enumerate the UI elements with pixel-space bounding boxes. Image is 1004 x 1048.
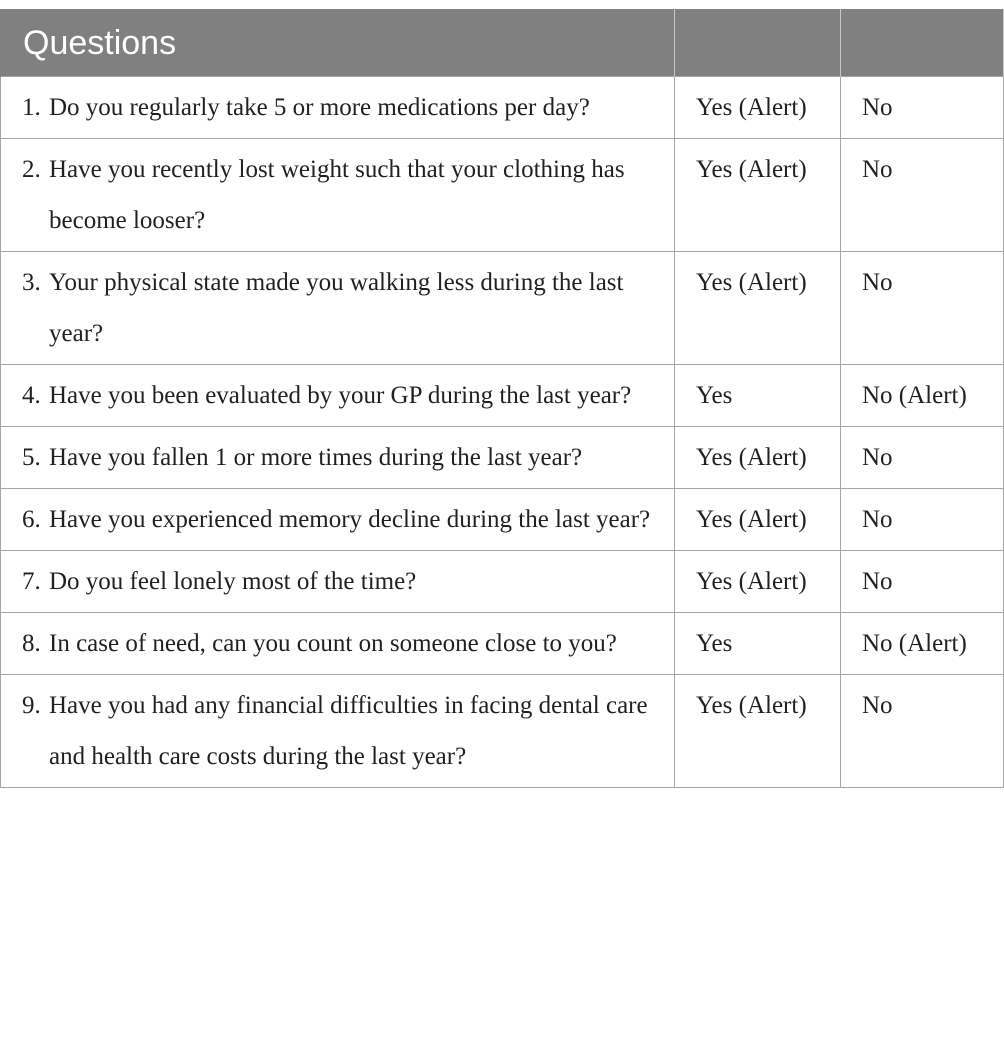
- question-text: Your physical state made you walking less during the last year?: [49, 269, 624, 347]
- no-option-cell: No: [841, 252, 1004, 365]
- yes-option-cell: Yes (Alert): [675, 427, 841, 489]
- yes-option-cell: Yes (Alert): [675, 77, 841, 139]
- question-text: Have you recently lost weight such that your clothing has become looser?: [49, 156, 625, 234]
- no-option-cell: No: [841, 427, 1004, 489]
- yes-option-cell: Yes: [675, 365, 841, 427]
- no-option-cell: No: [841, 551, 1004, 613]
- question-text: Have you experienced memory decline during the last year?: [49, 506, 651, 533]
- yes-option-cell: Yes (Alert): [675, 252, 841, 365]
- question-number: 2.: [22, 156, 41, 183]
- question-cell: [1, 427, 675, 489]
- header-questions: Questions: [1, 10, 675, 77]
- question-text: Do you regularly take 5 or more medications per day?: [49, 94, 590, 121]
- table-row: [1, 675, 1004, 788]
- yes-option-cell: Yes (Alert): [675, 551, 841, 613]
- header-row: [1, 10, 1004, 77]
- table-row: [1, 489, 1004, 551]
- questionnaire-table: [0, 9, 1004, 788]
- no-option-cell: No: [841, 139, 1004, 252]
- question-text: Have you been evaluated by your GP during the last year?: [49, 382, 632, 409]
- yes-option-cell: Yes (Alert): [675, 675, 841, 788]
- question-number: 3.: [22, 269, 41, 296]
- no-option-cell: No (Alert): [841, 365, 1004, 427]
- question-cell: [1, 613, 675, 675]
- question-number: 6.: [22, 506, 41, 533]
- no-option-cell: No (Alert): [841, 613, 1004, 675]
- table-row: [1, 551, 1004, 613]
- question-number: 7.: [22, 568, 41, 595]
- table-row: [1, 427, 1004, 489]
- table-row: [1, 252, 1004, 365]
- no-option-cell: No: [841, 77, 1004, 139]
- question-cell: [1, 365, 675, 427]
- question-cell: [1, 252, 675, 365]
- question-text: Have you fallen 1 or more times during the last year?: [49, 444, 583, 471]
- table-header: [1, 10, 1004, 77]
- yes-option-cell: Yes: [675, 613, 841, 675]
- table-row: [1, 365, 1004, 427]
- question-number: 9.: [22, 692, 41, 719]
- question-cell: [1, 489, 675, 551]
- table-row: [1, 139, 1004, 252]
- header-yes-column: [675, 10, 841, 77]
- question-number: 8.: [22, 630, 41, 657]
- no-option-cell: No: [841, 675, 1004, 788]
- table-row: [1, 77, 1004, 139]
- question-cell: [1, 551, 675, 613]
- question-number: 5.: [22, 444, 41, 471]
- table-body: [1, 77, 1004, 788]
- no-option-cell: No: [841, 489, 1004, 551]
- question-number: 4.: [22, 382, 41, 409]
- question-text: In case of need, can you count on someone close to you?: [49, 630, 617, 657]
- header-no-column: [841, 10, 1004, 77]
- question-text: Have you had any financial difficulties in facing dental care and health care costs during the last year?: [49, 692, 648, 770]
- question-number: 1.: [22, 94, 41, 121]
- question-cell: [1, 139, 675, 252]
- yes-option-cell: Yes (Alert): [675, 139, 841, 252]
- question-text: Do you feel lonely most of the time?: [49, 568, 417, 595]
- question-cell: [1, 77, 675, 139]
- table-row: [1, 613, 1004, 675]
- question-cell: [1, 675, 675, 788]
- yes-option-cell: Yes (Alert): [675, 489, 841, 551]
